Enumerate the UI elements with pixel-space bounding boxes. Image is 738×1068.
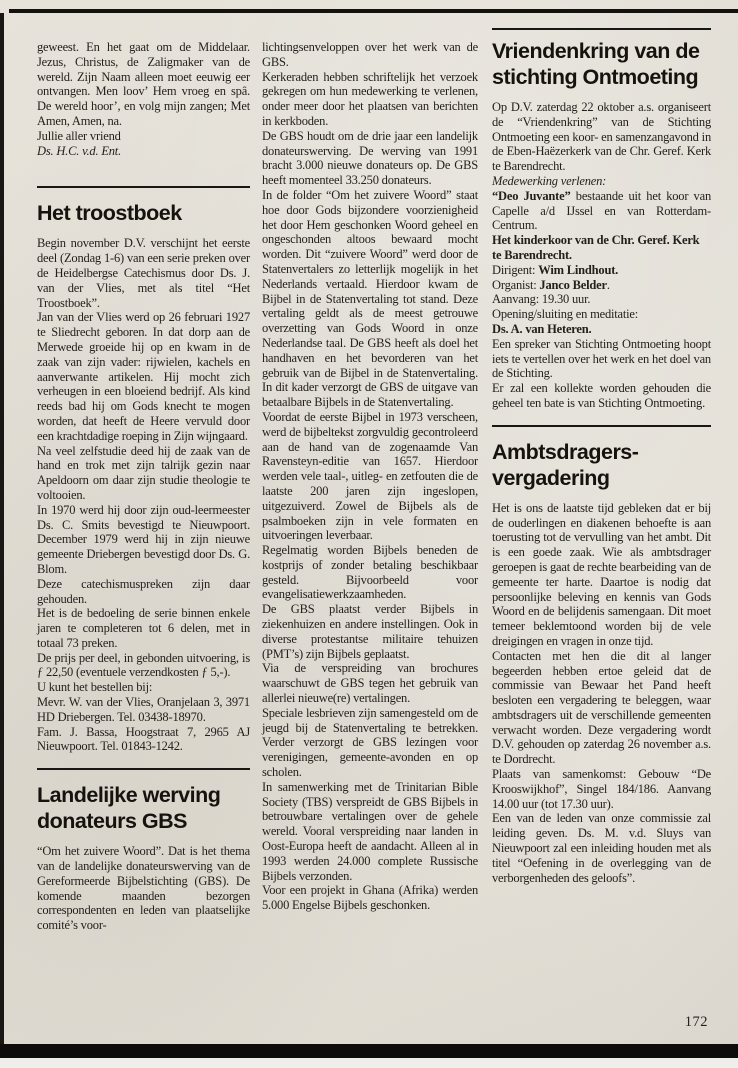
article-body [492,100,711,411]
paragraph: Er zal een kollekte worden gehouden die geheel ten bate is van Stichting Ontmoeting. [492,381,711,410]
closing-line: Jullie aller vriend [37,128,121,143]
paragraph: Voor een projekt in Ghana (Afrika) werden 5.000 Engelse Bijbels geschonken. [262,883,478,913]
paragraph: Begin november D.V. verschijnt het eerste deel (Zondag 1-6) van een serie preken over de Heidelbergse Catechismus door Ds. J. van der Vlies, met als titel “Het Troostboek”. [37,236,250,310]
article-body [37,844,250,933]
paragraph: lichtingsenveloppen over het werk van de GBS. [262,40,478,69]
paragraph: In samenwerking met de Trinitarian Bible Society (TBS) verspreidt de GBS Bijbels in betrouwbare vertalingen over de gehele wereld. Vooral verspreiding naar landen in Oost-Europa heeft de aandacht. Alleen al in 1993 werden 24.000 complete Russische Bijbels verzonden. [262,779,478,883]
paragraph: In 1970 werd hij door zijn oud-leermeester Ds. C. Smits bevestigd te Nieuwpoort. December 1979 werd hij in zijn nieuwe gemeente Driebergen bevestigd door Ds. G. Blom. [37,502,250,576]
paragraph: Contacten met hen die dit al langer begeerden hebben ertoe geleid dat de commissie van Bewaar het Pand heeft besloten een vergadering te beleggen, waar ambtsdragers uit de verschillende gemeenten verwacht worden. Deze vergadering wordt D.V. gehouden op zaterdag 26 november a.s. te Dordrecht. [492,648,711,767]
paragraph: De GBS plaatst verder Bijbels in ziekenhuizen en andere instellingen. Ook in diverse protestantse militaire tehuizen (PMT’s) zijn Bijbels geplaatst. [262,602,478,661]
paragraph: Na veel zelfstudie deed hij de zaak van de hand en trok met zijn talrijk gezin naar Apeldoorn om daar zijn studie theologie te voltooien. [37,443,250,502]
column-2 [262,40,478,913]
section-divider [37,768,250,770]
scan-edge-left [0,13,4,1047]
scan-margin-bottom [0,1058,738,1068]
organist-name: Janco Belder [539,277,607,292]
paragraph: Mevr. W. van der Vlies, Oranjelaan 3, 3971 HD Driebergen. Tel. 03438-18970. [37,695,250,724]
scan-edge-top [9,9,738,13]
article-body [492,501,711,886]
column-3 [492,28,711,885]
signature: Ds. H.C. v.d. Ent. [37,143,122,158]
aanvang-line: Aanvang: 19.30 uur. [492,292,591,307]
choir-name: “Deo Juvante” [492,188,571,203]
dirigent-line [492,263,711,278]
kinderkoor-line: Het kinderkoor van de Chr. Geref. Kerk te Barendrecht. [492,233,700,262]
article-body [37,236,250,754]
section-divider [37,186,250,188]
title-line: Landelijke werving [37,783,221,808]
paragraph: U kunt het bestellen bij: [37,680,153,695]
paragraph: In de folder “Om het zuivere Woord” staat hoe door Gods bijzondere voorzienigheid het door Hem geschonken Woord geheel en ongeschonden altoos bewaard mocht worden. Dit “zuivere Woord” werd door de Statenvertalers zo letterlijk mogelijk in het Nederlands vertaald. Hierdoor kwam de Bijbel in de Statenvertaling tot stand. Deze vertaling geldt als de meest getrouwe overzetting van Gods Woord in onze Nederlandse taal. De GBS heeft als doel het handhaven en het bevorderen van het gebruik van de Bijbel in de Statenvertaling. In dit kader verzorgt de GBS de uitgave van betaalbare Bijbels in de Statenvertaling. [262,187,478,410]
paragraph: Op D.V. zaterdag 22 oktober a.s. organiseert de “Vriendenkring” van de Stichting Ontmoeting een koor- en samenzangavond in de Eben-Haëzerkerk van de Chr. Geref. Kerk te Barendrecht. [492,100,711,174]
paragraph: geweest. En het gaat om de Middelaar. Jezus, Christus, de Zaligmaker van de wereld. Zijn Naam alleen moet eeuwig eer ontvangen. Men loov’ Hem vroeg en spâ. De wereld hoor’, en volg mijn zangen; Met Amen, Amen, na. [37,40,250,128]
paragraph: Een spreker van Stichting Ontmoeting hoopt iets te vertellen over het werk en het doel van de Stichting. [492,336,711,381]
title-line: vergadering [492,465,610,490]
paragraph: Jan van der Vlies werd op 26 februari 1927 te Sliedrecht geboren. In dat dorp aan de Merwede groeide hij op en kwam in de zaak van zijn vader: rijwielen, kachels en aanverwante artikelen. Hij mocht zich verheugen in een bloeiend bedrijf. Als kind reeds bad hij om Gods knecht te mogen worden, dat heeft de Heere vervuld door een krachtdadige roeping in Zijn wijngaard. [37,310,250,443]
paragraph: Fam. J. Bassa, Hoogstraat 7, 2965 AJ Nieuwpoort. Tel. 01843-1242. [37,724,250,754]
paragraph: Via de verspreiding van brochures waarschuwt de GBS tegen het gebruik van allerlei nieuwe(re) vertalingen. [262,661,478,706]
article-title-troostboek: Het troostboek [37,201,182,226]
scan-edge-bottom [0,1044,738,1058]
paragraph: Deze catechismuspreken zijn daar gehouden. [37,576,250,606]
paragraph: “Om het zuivere Woord”. Dat is het thema van de landelijke donateurswerving van de Gereformeerde Bijbelstichting (GBS). De komende maanden bezorgen correspondenten en leden van plaatselijke comité’s voor- [37,844,250,933]
paragraph: Speciale lesbrieven zijn samengesteld om de jeugd bij de Statenvertaling te betrekken. Verder verzorgt de GBS lezingen voor verenigingen, gemeente-avonden en op scholen. [262,705,478,780]
title-line: Ambtsdragers- [492,439,639,464]
paragraph: Het is ons de laatste tijd gebleken dat er bij de ouderlingen en diakenen behoefte is aan toerusting tot de vervulling van het ambt. Dit is een goede zaak. Wie als ambtsdrager geroepen is gaat de rechte bearbeiding van de gemeente ter harte. Daartoe is nodig dat persoonlijke beleving en kennis van Gods Woord en de belijdenis samengaan. Dit moet temeer beklemtoond worden bij de vele dreigingen en vragen in onze tijd. [492,500,712,648]
dirigent-name: Wim Lindhout. [538,262,619,277]
organist-line [492,278,711,293]
opening-line: Opening/sluiting en meditatie: [492,307,639,322]
paragraph: Regelmatig worden Bijbels beneden de kostprijs of zonder betaling beschikbaar gesteld. Bijvoorbeeld voor evangelisatiewerkzaamheden. [262,543,478,602]
title-line: donateurs GBS [37,809,187,834]
organist-label: Organist: [492,277,540,292]
page-number: 172 [684,1014,708,1030]
column-1 [37,40,250,933]
section-divider [492,425,711,427]
paragraph: Voordat de eerste Bijbel in 1973 verscheen, werd de bijbeltekst zorgvuldig gecontroleerd aan de hand van de zogenaamde Van Ravensteyn-editie van 1657. Hierdoor werden vele taal-, uitleg- en zetfouten die de laatste 200 jaren zijn ingeslopen, uitgezuiverd. Zowel de Bijbels als de psalmboeken zijn in vele formaten en uitvoeringen leverbaar. [262,409,478,543]
article-title-werving [37,782,250,834]
article-title-ambtsdragers [492,439,711,491]
paragraph: Het is de bedoeling de serie binnen enkele jaren te completeren tot 6 delen, met in totaal 73 preken. [37,606,250,650]
paragraph: De prijs per deel, in gebonden uitvoering, is ƒ 22,50 (eventuele verzendkosten ƒ 5,-). [37,650,250,680]
title-line: stichting Ontmoeting [492,65,699,89]
paragraph: Een van de leden van onze commissie zal leiding geven. Ds. M. v.d. Sluys van Nieuwpoort zal een inleiding houden met als titel “Oefening in de overlegging van de verborgenheden des geloofs”. [492,811,711,885]
paragraph: Plaats van samenkomst: Gebouw “De Krooswijkhof”, Singel 184/186. Aanvang 14.00 uur (tot 17.30 uur). [492,767,711,811]
choir-description: bestaande uit het koor van Capelle a/d IJssel en van Rotterdam-Centrum. [492,188,712,233]
paragraph: Kerkeraden hebben schriftelijk het verzoek gekregen om hun medewerking te verlenen, onder meer door het plaatsen van berichten in kerkboden. [262,69,478,128]
article-title-vriendenkring [492,38,711,90]
spreker-line: Ds. A. van Heteren. [492,321,592,336]
paragraph: De GBS houdt om de drie jaar een landelijk donateurswerving. De werving van 1991 bracht 3.000 nieuwe donateurs op. De GBS heeft momenteel 33.250 donateurs. [262,128,478,188]
paragraph [492,189,711,233]
dirigent-label: Dirigent: [492,262,539,277]
section-divider [492,28,711,30]
title-line: Vriendenkring van de [492,39,700,63]
medewerking-label: Medewerking verlenen: [492,173,607,188]
organist-suffix: . [606,277,610,292]
